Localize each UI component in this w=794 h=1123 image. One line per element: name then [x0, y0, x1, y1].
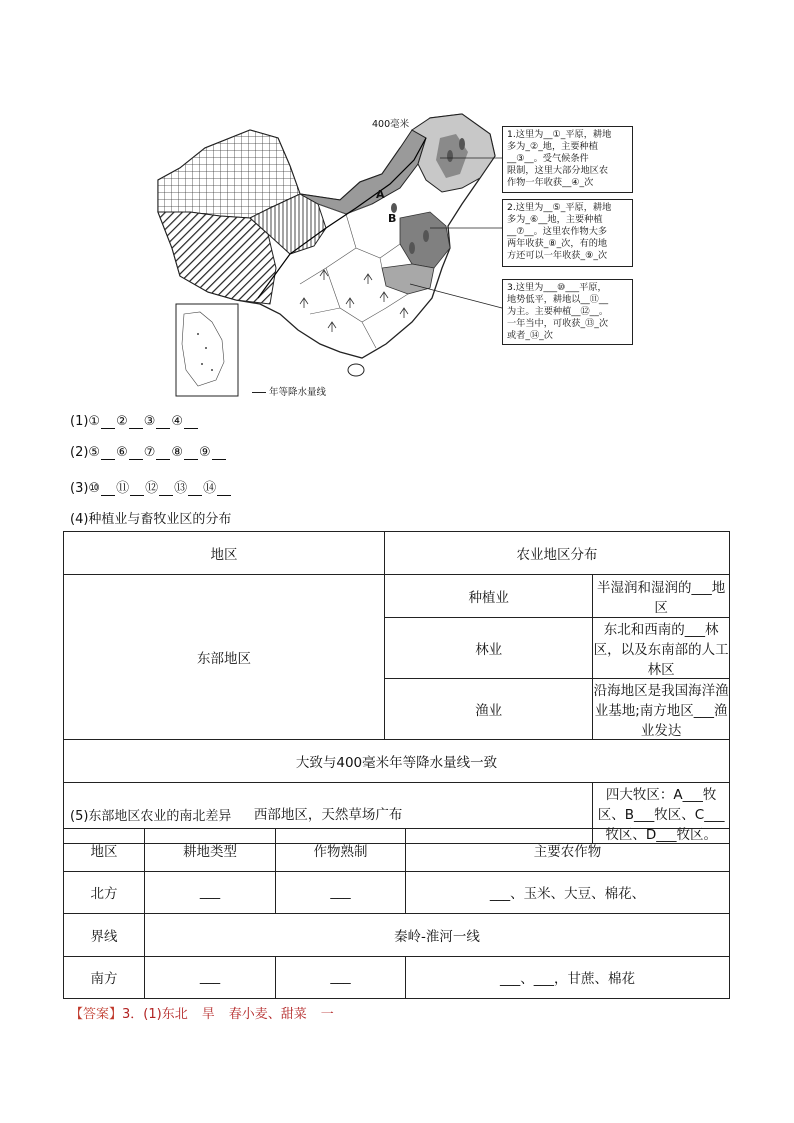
answer-line [70, 1003, 334, 1022]
table-row [64, 740, 730, 783]
table-header-row [64, 532, 730, 575]
answer-blank[interactable] [101, 416, 115, 429]
callout-line: 方还可以一年收获_⑨_次 [507, 250, 608, 261]
header-cell: 主要农作物 [406, 829, 730, 872]
cycle-cell: ___ [276, 956, 406, 999]
callout-line: 多为_②_地，主要种植 [507, 141, 598, 152]
type-cell: 林业 [385, 618, 593, 679]
answer-blank[interactable] [129, 416, 143, 429]
table-row [64, 914, 730, 957]
callout-north-china-plain [502, 199, 633, 267]
blank-marker: ⑪ [116, 481, 130, 496]
callout-line: 1.这里为__①_平原，耕地 [507, 129, 612, 140]
type-cell: 种植业 [385, 575, 593, 618]
blank-marker: ⑦ [143, 445, 156, 460]
answer-blank[interactable] [129, 447, 143, 460]
callout-line: 或者_⑭_次 [507, 330, 553, 341]
answer-blank[interactable] [188, 483, 202, 496]
region-letter-a: A [376, 188, 385, 201]
blank-marker: ⑤ [88, 445, 101, 460]
header-cell: 耕地类型 [145, 829, 276, 872]
boundary-cell: 秦岭-淮河一线 [145, 914, 730, 957]
answer-blank[interactable] [159, 483, 173, 496]
blank-marker: ⑧ [171, 445, 184, 460]
planting-grazing-table [63, 531, 730, 844]
question-number: (2) [70, 445, 89, 460]
blank-marker: ① [88, 414, 101, 429]
callout-line: 2.这里为__⑤_平原，耕地 [507, 202, 612, 213]
blank-marker: ⑭ [203, 481, 217, 496]
table-row [64, 575, 730, 618]
answer-blank[interactable] [101, 483, 115, 496]
region-cell: 界线 [64, 914, 145, 957]
region-cell: 北方 [64, 871, 145, 914]
callout-line: 限制，这里大部分地区农 [507, 165, 609, 176]
table-header-row [64, 829, 730, 872]
callout-line: 多为_⑥__地，主要种植 [507, 214, 603, 225]
answer-text: 3．(1)东北 [122, 1007, 188, 1022]
desc-cell: 东北和西南的___林区，以及东南部的人工林区 [593, 618, 730, 679]
isohyet-400mm-label: 400毫米 [372, 119, 410, 130]
callout-line: __③__。受气候条件 [507, 153, 589, 164]
west-desc-cell: 四大牧区：A___牧区、B___牧区、C___牧区、D___牧区。 [593, 783, 730, 844]
map-legend-isohyet: 年等降水量线 [252, 384, 326, 398]
blank-marker: ④ [171, 414, 184, 429]
east-region-cell: 东部地区 [64, 575, 385, 740]
answer-blank[interactable] [184, 416, 198, 429]
header-cell: 地区 [64, 829, 145, 872]
table-row [64, 871, 730, 914]
question-number: (3) [70, 481, 89, 496]
callout-line: 两年收获_⑧_次，有的地 [507, 238, 608, 249]
divider-cell: 大致与400毫米年等降水量线一致 [64, 740, 730, 783]
answer-blank[interactable] [101, 447, 115, 460]
answer-blank[interactable] [156, 447, 170, 460]
type-cell: 渔业 [385, 679, 593, 740]
crops-cell: ___、___，甘蔗、棉花 [406, 956, 730, 999]
callout-line: 一年当中，可收获_⑬_次 [507, 318, 609, 329]
question-3-line [70, 477, 232, 496]
callout-line: __⑦__。这里农作物大多 [507, 226, 608, 237]
answer-item: 一 [320, 1007, 334, 1022]
crops-cell: ___、玉米、大豆、棉花、 [406, 871, 730, 914]
question-1-line [70, 414, 199, 429]
region-letter-b: B [388, 212, 397, 225]
land-cell: ___ [145, 956, 276, 999]
blank-marker: ③ [143, 414, 156, 429]
section-4-title: (4)种植业与畜牧业区的分布 [70, 512, 232, 527]
question-2-line [70, 445, 227, 460]
blank-marker: ⑨ [199, 445, 211, 460]
blank-marker: ⑥ [116, 445, 128, 460]
blank-marker: ⑬ [174, 481, 188, 496]
answer-blank[interactable] [212, 447, 226, 460]
callout-line: 地势低平，耕地以__⑪__ [507, 294, 609, 305]
answer-item: 旱 [201, 1007, 215, 1022]
answer-item: 春小麦、甜菜 [228, 1007, 307, 1022]
callout-northeast-plain [502, 126, 633, 193]
desc-cell: 沿海地区是我国海洋渔业基地;南方地区___渔业发达 [593, 679, 730, 740]
answer-blank[interactable] [217, 483, 231, 496]
callout-line: 作物一年收获__④_次 [507, 177, 594, 188]
header-distribution: 农业地区分布 [385, 532, 730, 575]
china-agriculture-map [150, 108, 635, 400]
table-row [64, 956, 730, 999]
cycle-cell: ___ [276, 871, 406, 914]
header-region: 地区 [64, 532, 385, 575]
answer-blank[interactable] [130, 483, 144, 496]
callout-line: 3.这里为___⑩___平原， [507, 282, 607, 293]
answer-blank[interactable] [156, 416, 170, 429]
west-region-cell: 西部地区，天然草场广布 [64, 783, 593, 844]
land-cell: ___ [145, 871, 276, 914]
callout-line: 为主。主要种植__⑫__。 [507, 306, 609, 317]
answer-blank[interactable] [184, 447, 198, 460]
answer-tag: 【答案】 [70, 1007, 123, 1022]
question-number: (1) [70, 414, 89, 429]
callout-yangtze-plain [502, 279, 633, 345]
desc-cell: 半湿润和湿润的___地区 [593, 575, 730, 618]
north-south-agriculture-table [63, 828, 730, 999]
blank-marker: ② [116, 414, 128, 429]
section-5-title: (5)东部地区农业的南北差异 [70, 809, 232, 824]
header-cell: 作物熟制 [276, 829, 406, 872]
blank-marker: ⑩ [88, 481, 101, 496]
blank-marker: ⑫ [145, 481, 159, 496]
region-cell: 南方 [64, 956, 145, 999]
